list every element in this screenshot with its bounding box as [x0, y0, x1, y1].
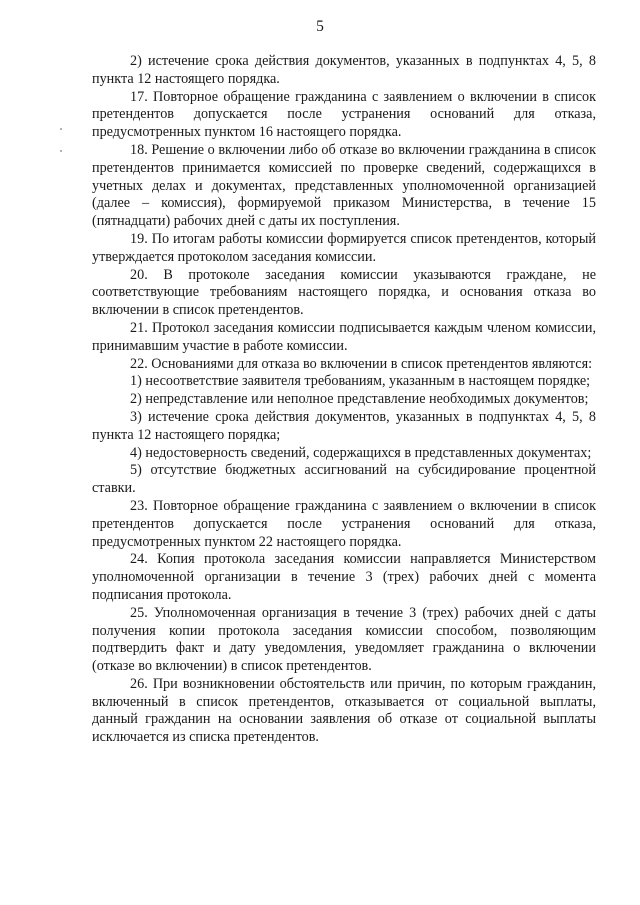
paragraph-26: 26. При возникновении обстоятельств или причин, по которым гражданин, включенный в список претендентов, отказывается от социальной выплаты, данный гражданин на основании заявления об отказе от социальной выплаты исключается из списка претендентов. [92, 675, 596, 746]
paragraph-17: 17. Повторное обращение гражданина с заявлением о включении в список претендентов допускается после устранения оснований для отказа, предусмотренных пунктом 16 настоящего порядка. [92, 88, 596, 141]
paragraph-23: 23. Повторное обращение гражданина с заявлением о включении в список претендентов допускается после устранения оснований для отказа, предусмотренных пунктом 22 настоящего порядка. [92, 497, 596, 550]
paragraph-22-item-3: 3) истечение срока действия документов, указанных в подпунктах 4, 5, 8 пункта 12 настоящего порядка; [92, 408, 596, 443]
margin-mark [60, 128, 62, 130]
page-number: 5 [316, 18, 324, 35]
paragraph-22-item-1: 1) несоответствие заявителя требованиям, указанным в настоящем порядке; [130, 373, 591, 390]
paragraph-21: 21. Протокол заседания комиссии подписывается каждым членом комиссии, принимавшим участие в работе комиссии. [92, 319, 596, 354]
margin-mark [60, 150, 62, 152]
paragraph-24: 24. Копия протокола заседания комиссии направляется Министерством уполномоченной организации в течение 3 (трех) рабочих дней с момента подписания протокола. [92, 551, 596, 603]
paragraph-22-item-2: 2) непредставление или неполное представление необходимых документов; [130, 391, 589, 408]
paragraph-19: 19. По итогам работы комиссии формируется список претендентов, который утверждается протоколом заседания комиссии. [92, 230, 596, 265]
paragraph-22-item-4: 4) недостоверность сведений, содержащихся в представленных документах; [130, 444, 592, 461]
paragraph-22: 22. Основаниями для отказа во включении в список претендентов являются: [130, 355, 593, 372]
paragraph-20: 20. В протоколе заседания комиссии указываются граждане, не соответствующие требованиям настоящего порядка, и основания отказа во включении в список претендентов. [92, 266, 596, 319]
paragraph-18: 18. Решение о включении либо об отказе во включении гражданина в список претендентов принимается комиссией по проверке сведений, содержащихся в учетных делах и документах, представленных уполномоченной организацией (далее – комиссия), формируемой приказом Министерства, в течение 15 (пятнадцати) рабочих дней с даты их поступления. [92, 141, 596, 230]
paragraph-16-item-2: 2) истечение срока действия документов, указанных в подпунктах 4, 5, 8 пункта 12 настоящего порядка. [92, 53, 596, 87]
document-body [92, 53, 596, 747]
paragraph-25: 25. Уполномоченная организация в течение 3 (трех) рабочих дней с даты получения копии протокола заседания комиссии способом, позволяющим подтвердить факт и дату уведомления, уведомляет гражданина о включении (отказе во включении) в список претендентов. [92, 604, 596, 675]
paragraph-22-item-5: 5) отсутствие бюджетных ассигнований на субсидирование процентной ставки. [92, 462, 596, 497]
